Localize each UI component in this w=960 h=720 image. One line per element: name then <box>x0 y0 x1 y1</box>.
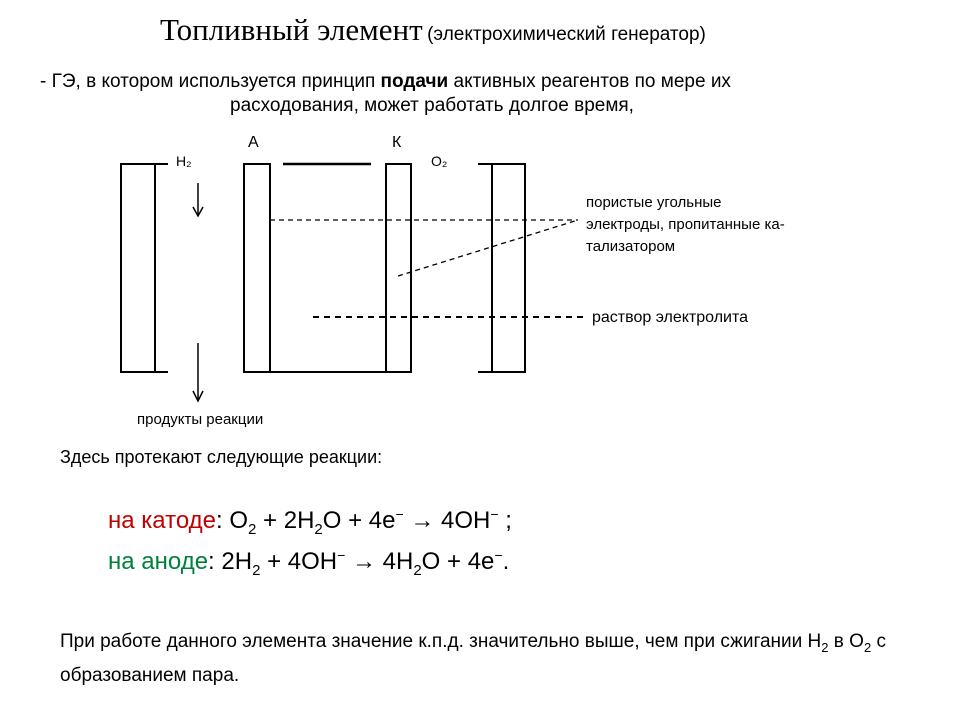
intro-bold: подачи <box>380 71 449 92</box>
h2-label: H₂ <box>176 153 192 169</box>
intro-part1: - ГЭ, в котором используется принцип <box>40 71 376 92</box>
anode-label: А <box>248 134 259 151</box>
cathode-label-text: на катоде <box>108 507 217 534</box>
cathode-electrode <box>386 164 411 372</box>
reactions-intro: Здесь протекают следующие реакции: <box>60 447 383 467</box>
electrodes-callout <box>586 192 785 258</box>
title-main: Топливный элемент <box>160 12 423 47</box>
electrodes-callout-line3: тализатором <box>586 238 676 255</box>
electrolyte-callout: раствор электролита <box>592 309 749 326</box>
right-wall <box>492 164 525 372</box>
anode-label-text: на аноде <box>108 548 209 575</box>
products-label: продукты реакции <box>137 411 264 428</box>
left-wall <box>121 164 155 372</box>
intro-line2: расходования, может работать долгое время, <box>230 95 634 116</box>
conclusion-text: При работе данного элемента значение к.п.д. значительно выше, чем при сжигании $H_2$ в $O_2$ с образованием пара. <box>60 631 886 686</box>
electrodes-callout-line1: пористые угольные <box>586 194 722 211</box>
cathode-label: К <box>392 134 402 151</box>
o2-label: O₂ <box>431 153 448 169</box>
cathode-equation: на катоде: $O_2 + 2H_2O + 4e^- \to 4OH^-$ ; <box>108 506 512 538</box>
electrodes-callout-line2: электроды, пропитанные ка- <box>586 216 785 233</box>
anode-equation: на аноде: $2H_2 + 4OH^- \to 4H_2O + 4e^-$. <box>108 547 510 579</box>
anode-electrode <box>244 164 270 372</box>
title-subtitle: (электрохимический генератор) <box>427 24 706 45</box>
intro-part2: активных реагентов по мере их <box>453 71 731 92</box>
electrodes-callout-line-slanted <box>398 220 578 276</box>
